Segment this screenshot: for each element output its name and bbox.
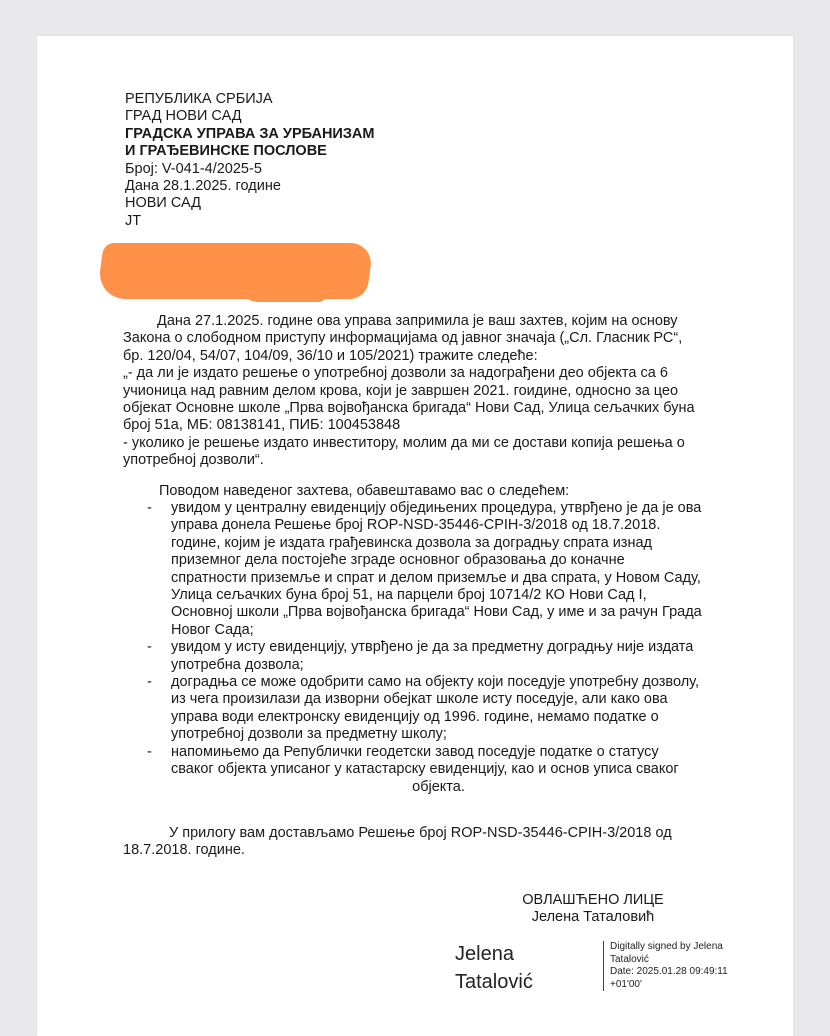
bullet-dash: - [147,639,152,656]
document-page [37,36,793,1036]
list-line: употребна дозвола; [171,656,304,673]
list-line: године, којим је издата грађевинска дозвола за доградњу спрата изнад [171,534,652,551]
list-line: приземног дела постојеће зграде основног образовања до коначне [171,552,625,569]
list-line: објекта. [412,778,465,795]
paragraph-line: - уколико је решење издато инвеститору, молим да ми се достави копија решења о [123,434,685,451]
paragraph-line: објекат Основне школе „Прва војвођанска бригада“ Нови Сад, Улица сељачких буна [123,400,695,417]
header-republic: РЕПУБЛИКА СРБИЈА [125,91,273,107]
digital-signature-stamp [603,941,750,991]
document-number: Број: V-041-4/2025-5 [125,160,262,177]
header-office: ГРАДСКА УПРАВА ЗА УРБАНИЗАМ [125,125,375,142]
paragraph-line: употребној дозволи“. [123,452,264,469]
list-line: управа донела Решење број ROP-NSD-35446-CPIH-3/2018 од 18.7.2018. [171,517,661,534]
list-item [147,500,706,639]
header-office-cont: И ГРАЂЕВИНСКЕ ПОСЛОВЕ [125,143,327,160]
bullet-dash: - [147,743,152,760]
author-initials: ЈТ [125,212,142,229]
letterhead [125,91,374,230]
paragraph-line: учионица над равним делом крова, који је завршен 2021. гоидине, односно за цео [123,382,679,399]
paragraph-request [123,313,706,470]
list-line: управа води електронску евиденцију од 1996. године, немамо податке о [171,708,659,725]
list-line: увидом у централну евиденцију обједињених процедура, утврђено је да је ова [171,500,702,516]
document-date: Дана 28.1.2025. године [125,178,281,195]
paragraph-line: Дана 27.1.2025. године ова управа запримила је ваш захтев, којим на основу [157,313,678,329]
signature-name-large [455,942,533,994]
digital-signature-line: Tatalović [610,953,649,965]
bullet-dash: - [147,674,152,691]
response-list [147,500,706,796]
bullet-dash: - [147,500,152,516]
list-line: Улица сељачких буна број 51, на парцели број 10714/2 КО Нови Сад I, [171,587,647,604]
redaction-mark-tail [237,280,327,302]
list-line: Основној школи „Прва војвођанска бригада“ Нови Сад, у име и за рачун Града [171,604,702,621]
redaction-mark [96,243,374,299]
list-line: напомињемо да Републички геодетски завод поседује податке о статусу [171,743,659,760]
list-line: Новог Сада; [171,621,254,638]
signatory-role: ОВЛАШЋЕНО ЛИЦЕ [522,892,664,908]
list-line: сваког објекта уписаног у катастарску евиденцију, као и основ уписа сваког [171,761,679,778]
list-item [147,744,706,796]
signature-last: Tatalović [455,971,533,993]
header-city: ГРАД НОВИ САД [125,108,242,125]
list-line: доградња се може одобрити само на објекту који поседује употребну дозволу, [171,674,699,691]
signatory-block [503,892,683,927]
digital-signature-line: Date: 2025.01.28 09:49:11 [610,966,728,977]
list-line: увидом у исту евиденцију, утврђено је да за предметну доградњу није издата [171,639,694,656]
digital-signature-line: Digitally signed by Jelena [610,941,723,952]
list-item [147,674,706,744]
digital-signature-line: +01'00' [610,978,642,990]
list-line: спратности приземље и спрат и делом приземље и два спрата, у Новом Саду, [171,569,701,586]
list-line: употребној дозволи за предметну школу; [171,726,447,743]
closing-paragraph [123,825,706,860]
signatory-name: Јелена Таталовић [531,909,655,926]
signature-first: Jelena [455,943,514,965]
paragraph-line: „- да ли је издато решење о употребној дозволи за надограђени део објекта са 6 [123,365,668,382]
list-item [147,639,706,674]
list-line: из чега произилази да изворни обејкат школе исту поседује, али како ова [171,691,668,708]
closing-line: 18.7.2018. године. [123,842,245,859]
document-place: НОВИ САД [125,195,201,212]
response-lead: Поводом наведеног захтева, обавештавамо вас о следећем: [159,483,570,499]
closing-line: У прилогу вам достављамо Решење број ROP-NSD-35446-CPIH-3/2018 од [169,825,672,841]
paragraph-line: бр. 120/04, 54/07, 104/09, 36/10 и 105/2021) тражите следеће: [123,347,538,364]
paragraph-line: Закона о слободном приступу информацијама од јавног значаја („Сл. Гласник РС“, [123,330,683,347]
paragraph-line: број 51а, МБ: 08138141, ПИБ: 100453848 [123,417,401,434]
